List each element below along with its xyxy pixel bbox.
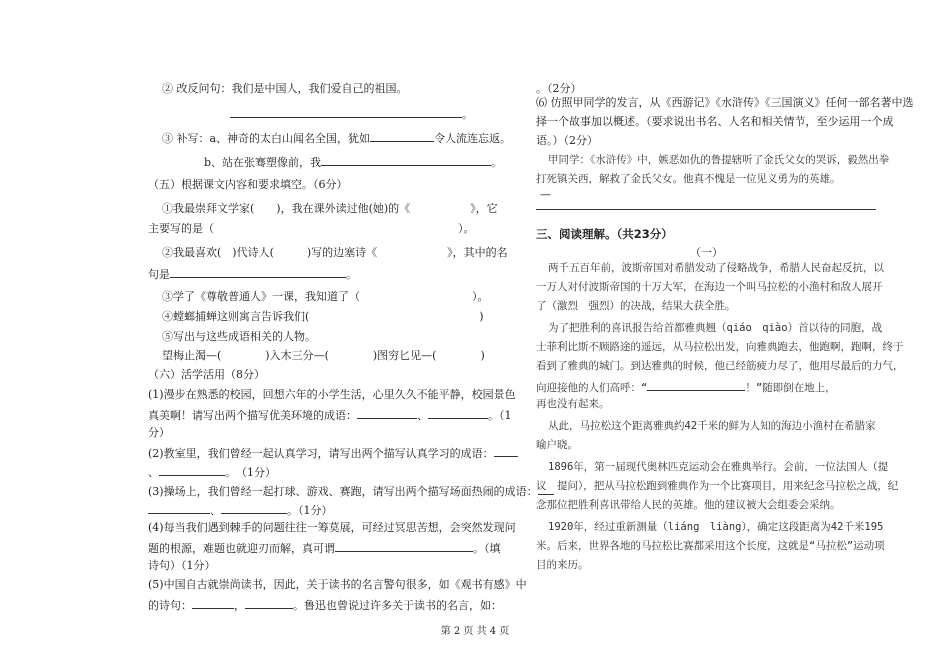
answer-blank[interactable] bbox=[357, 407, 417, 419]
passage-line: 两千五百年前，波斯帝国对希腊发动了侵略战争，希腊人民奋起反抗，以 bbox=[548, 262, 884, 274]
s5-q5: ⑤写出与这些成语相关的人物。 bbox=[162, 330, 316, 343]
passage-line: 一万人对付波斯帝国的十万大军，在海边一个叫马拉松的小渔村和敌人展开 bbox=[536, 281, 883, 293]
example-line2: 打死镇关西，解救了金氏父女。他真不愧是一位见义勇为的英雄。 bbox=[536, 173, 841, 185]
q6-line1: ⑹ 仿照甲同学的发言，从《西游记》《水浒传》《三国演义》任何一部名著中选 bbox=[536, 96, 914, 109]
s5-q4: ④螳螂捕蝉这则寓言告诉我们( ) bbox=[162, 310, 484, 323]
passage-line: 1920年，经过重新测量（liáng liàng），确定这段距离为42千米195 bbox=[548, 521, 884, 533]
passage-line: 再也没有起来。 bbox=[536, 398, 610, 410]
answer-blank[interactable] bbox=[221, 502, 287, 514]
passage-line: 目的来历。 bbox=[536, 559, 589, 571]
s6-q5-cont: 的诗句： ， 。鲁迅也曾说过许多关于读书的名言，如： bbox=[148, 599, 502, 612]
answer-blank[interactable] bbox=[245, 597, 293, 609]
s6-q3-cont: 、 。（1分） bbox=[148, 502, 333, 517]
answer-blank[interactable] bbox=[230, 106, 462, 118]
s5-q3: ③学了《尊敬普通人》一课，我知道了（ ）。 bbox=[162, 290, 489, 303]
q6-line3: 语。）（2分） bbox=[536, 134, 598, 147]
fill-in-a: ③ 补写：a、神奇的太白山闻名全国，犹如 令人流连忘返。 bbox=[162, 132, 512, 145]
passage-line: 喻户晓。 bbox=[536, 439, 578, 451]
answer-blank[interactable] bbox=[321, 154, 491, 166]
s5-q5-idioms: 望梅止渴—( )入木三分—( )图穷匕见—( ) bbox=[162, 349, 485, 362]
s5-q2-cont: 句是 。 bbox=[148, 268, 357, 281]
passage-line: 看到了雅典的城门。到达雅典的时候，他已经筋疲力尽了，他用尽最后的力气， bbox=[536, 360, 904, 372]
s6-q1: (1)漫步在熟悉的校园，回想六年的小学生活，心里久久不能平静，校园景色 bbox=[148, 388, 516, 401]
s6-q1-end: 分） bbox=[148, 426, 170, 439]
s6-q5: (5)中国自古就崇尚读书，因此，关于读书的名言警句很多，如《观书有感》中 bbox=[148, 578, 527, 591]
passage-line: 从此，马拉松这个距离雅典约42千米的鲜为人知的海边小渔村在希腊家 bbox=[548, 420, 876, 432]
fill-in-b: b、站在张骞塑像前，我 。 bbox=[204, 156, 503, 169]
passage-number: （一） bbox=[690, 246, 723, 259]
s6-q1-cont: 真美啊！请写出两个描写优美环境的成语： 、 。（1 bbox=[148, 409, 512, 422]
s6-q4-end: 诗句）（1分） bbox=[148, 559, 216, 572]
answer-blank[interactable] bbox=[170, 266, 346, 278]
answer-blank[interactable] bbox=[148, 502, 210, 514]
answer-blank[interactable] bbox=[192, 597, 234, 609]
s5-q2: ②我最喜欢( )代诗人( )写的边塞诗《 》，其中的名 bbox=[162, 246, 508, 259]
answer-blank[interactable] bbox=[494, 445, 518, 457]
section-six-heading: （六）活学活用（8分） bbox=[148, 368, 265, 381]
answer-blank[interactable] bbox=[370, 130, 434, 142]
answer-blank[interactable] bbox=[159, 464, 225, 476]
s5-q1: ①我最崇拜文学家( )，我在课外读过他(她)的《 》，它 bbox=[162, 202, 498, 215]
passage-line: 1896年，第一届现代奥林匹克运动会在雅典举行。会前，一位法国人（提 bbox=[548, 461, 889, 473]
s6-q3: (3)操场上，我们曾经一起打球、游戏、赛跑，请写出两个描写场面热闹的成语： bbox=[148, 483, 554, 498]
s6-q4: (4)每当我们遇到棘手的问题往往一筹莫展，可经过冥思苦想，会突然发现问 bbox=[148, 521, 516, 534]
passage-line: 米。后来，世界各地的马拉松比赛都采用这个长度，这就是“马拉松”运动项 bbox=[536, 540, 885, 552]
points-note: 。（2分） bbox=[536, 82, 582, 95]
section-three-heading: 三、阅读理解。（共23分） bbox=[536, 227, 673, 241]
example-line1: 甲同学：《水浒传》中，嫉恶如仇的鲁提辖听了金氏父女的哭诉，毅然出拳 bbox=[548, 154, 890, 166]
dash-mark: — bbox=[540, 188, 551, 201]
passage-line: 议 提问），把从马拉松跑到雅典作为一个比赛项目，用来纪念马拉松之战，纪 bbox=[536, 480, 899, 492]
passage-line: 士菲利比斯不顾路途的遥远，从马拉松出发，向雅典跑去，他跑啊，跑啊，终于 bbox=[536, 341, 904, 353]
passage-line: 念那位把胜利喜讯带给人民的英雄。他的建议被大会组委会采纳。 bbox=[536, 499, 841, 511]
rhetorical-question-prompt: ② 改反问句：我们是中国人，我们爱自己的祖国。 bbox=[162, 82, 408, 95]
s5-q1-cont: 主要写的是（ ）。 bbox=[148, 222, 475, 235]
answer-line[interactable] bbox=[536, 209, 876, 210]
s6-q2: (2)教室里，我们曾经一起认真学习，请写出两个描写认真学习的成语： bbox=[148, 445, 518, 460]
page-footer: 第 2 页 共 4 页 bbox=[440, 626, 510, 637]
answer-blank[interactable] bbox=[428, 407, 488, 419]
rhetorical-answer-line: 。 bbox=[230, 106, 473, 121]
s6-q2-cont: 、 。 （1分） bbox=[148, 466, 276, 479]
passage-line: 了（激烈 强烈）的决战，结果大获全胜。 bbox=[536, 300, 736, 312]
answer-blank[interactable] bbox=[647, 379, 745, 391]
passage-line: 向迎接他的人们高呼：“ ！”随即倒在地上， bbox=[536, 379, 836, 395]
section-five-heading: （五）根据课文内容和要求填空。（6分） bbox=[148, 178, 348, 191]
passage-line: 为了把胜利的喜讯报告给首都雅典翘（qiáo qiào）首以待的同胞，战 bbox=[548, 322, 883, 334]
q6-line2: 择一个故事加以概述。（要求说出书名、人名和相关情节，至少运用一个成 bbox=[536, 115, 894, 128]
s6-q4-cont: 题的根源，难题也就迎刃而解，真可谓 。（填 bbox=[148, 542, 501, 555]
answer-blank[interactable] bbox=[335, 540, 473, 552]
